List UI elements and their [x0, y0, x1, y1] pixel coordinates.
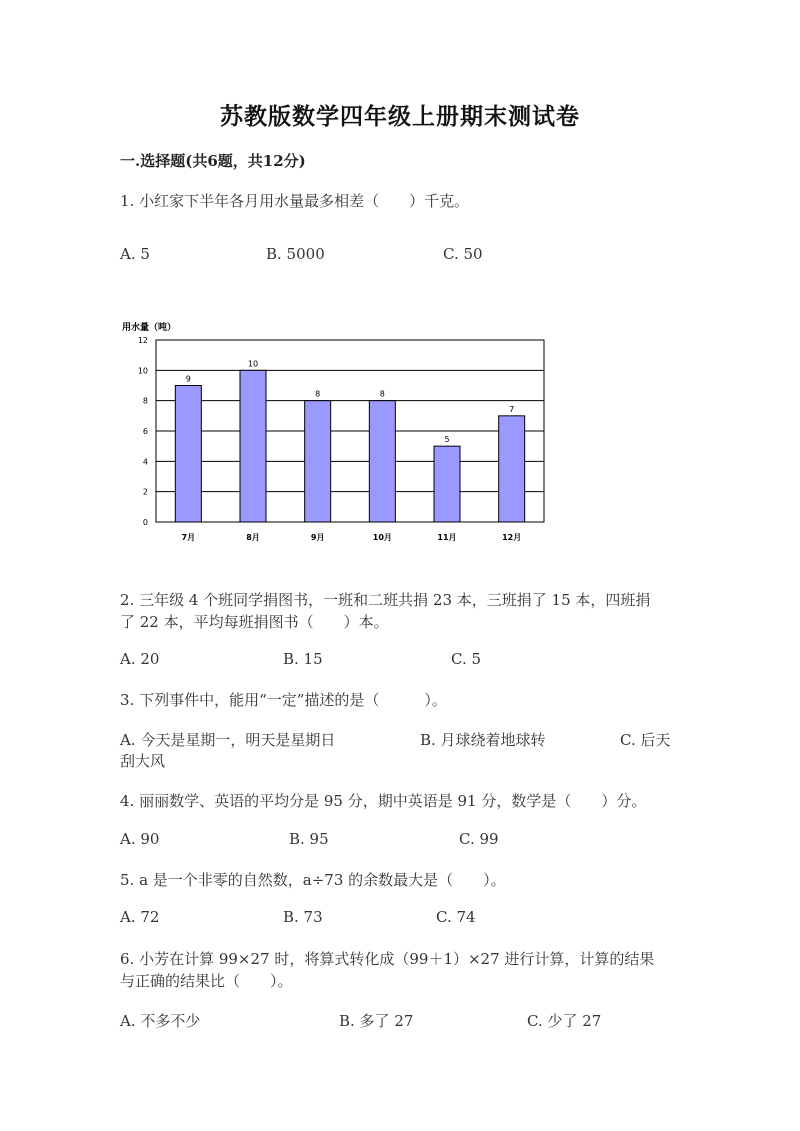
question-1-text: 1. 小红家下半年各月用水量最多相差（ ）千克。	[120, 192, 470, 210]
x-tick-label: 8月	[246, 533, 260, 542]
question-1-option-a: A. 5	[120, 245, 150, 263]
bar-value-label: 10	[247, 359, 259, 369]
y-tick-label: 8	[142, 396, 148, 406]
bar	[369, 401, 395, 522]
question-2-text-line2: 了 22 本，平均每班捐图书（ ）本。	[120, 613, 389, 631]
page-title: 苏教版数学四年级上册期末测试卷	[220, 103, 580, 130]
question-3-text: 3. 下列事件中，能用“一定”描述的是（ ）。	[120, 691, 447, 709]
bar-value-label: 8	[379, 389, 385, 399]
y-tick-label: 0	[142, 518, 148, 527]
bar-value-label: 7	[509, 404, 515, 414]
x-tick-label: 9月	[310, 533, 325, 542]
question-1-option-c: C. 50	[443, 245, 483, 263]
bar	[305, 401, 331, 522]
bar	[240, 370, 266, 522]
bar	[434, 446, 460, 522]
x-tick-label: 12月	[502, 533, 522, 542]
question-6-option-c: C. 少了 27	[527, 1012, 602, 1030]
bar	[175, 386, 201, 523]
question-1-option-b: B. 5000	[266, 245, 325, 263]
bar-value-label: 9	[185, 374, 191, 384]
question-3-option-b: B. 月球绕着地球转	[420, 731, 546, 749]
question-3-option-c: C. 后天	[620, 731, 671, 749]
question-6-text-line2: 与正确的结果比（ ）。	[120, 972, 293, 990]
question-4-option-c: C. 99	[459, 830, 499, 848]
x-tick-label: 11月	[437, 533, 457, 542]
question-2-option-b: B. 15	[283, 650, 323, 668]
y-tick-label: 6	[142, 427, 148, 436]
y-tick-label: 10	[137, 366, 148, 376]
question-2-option-a: A. 20	[120, 650, 160, 668]
y-tick-label: 4	[142, 457, 148, 467]
question-3-option-a: A. 今天是星期一，明天是星期日	[120, 731, 336, 749]
bar-value-label: 5	[444, 435, 450, 445]
question-6-option-b: B. 多了 27	[339, 1012, 414, 1030]
bar	[499, 416, 525, 522]
section-heading: 一.选择题(共6题，共12分)	[120, 152, 306, 170]
y-tick-label: 12	[137, 336, 148, 345]
question-2-text-line1: 2. 三年级 4 个班同学捐图书，一班和二班共捐 23 本，三班捐了 15 本，四班捐	[120, 591, 651, 609]
water-usage-bar-chart	[118, 318, 558, 550]
y-tick-label: 2	[142, 487, 148, 497]
question-5-text: 5. a 是一个非零的自然数，a÷73 的余数最大是（ ）。	[120, 871, 506, 889]
question-5-option-a: A. 72	[120, 908, 160, 926]
x-tick-label: 10月	[372, 533, 392, 542]
question-3-option-c-wrap: 刮大风	[120, 752, 166, 770]
question-4-text: 4. 丽丽数学、英语的平均分是 95 分，期中英语是 91 分，数学是（ ）分。	[120, 792, 647, 810]
bar-value-label: 8	[315, 389, 321, 399]
question-4-option-b: B. 95	[289, 830, 329, 848]
y-axis-title: 用水量（吨）	[122, 323, 177, 333]
question-5-option-c: C. 74	[436, 908, 476, 926]
x-tick-label: 7月	[181, 533, 196, 542]
question-6-option-a: A. 不多不少	[120, 1012, 201, 1030]
question-5-option-b: B. 73	[283, 908, 323, 926]
question-6-text-line1: 6. 小芳在计算 99×27 时，将算式转化成（99＋1）×27 进行计算，计算的结果	[120, 950, 655, 968]
question-2-option-c: C. 5	[451, 650, 482, 668]
question-4-option-a: A. 90	[120, 830, 160, 848]
